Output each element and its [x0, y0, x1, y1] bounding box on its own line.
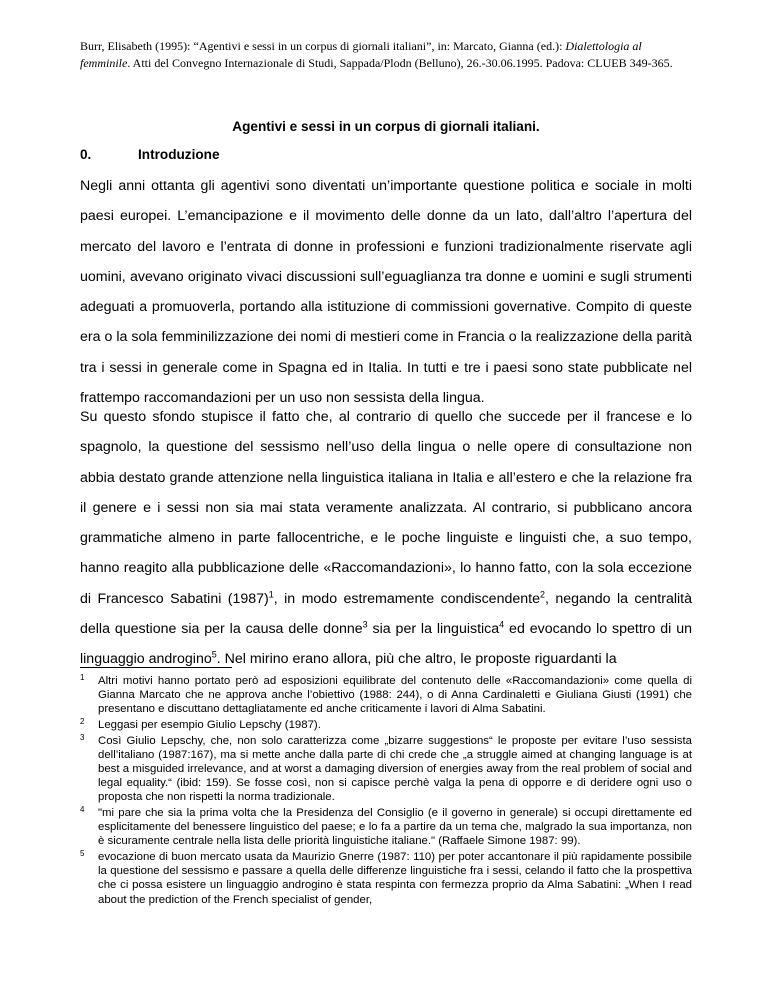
footnote-text: Leggasi per esempio Giulio Lepschy (1987).: [98, 719, 321, 731]
paragraph-2: [80, 402, 692, 675]
paragraph-2-text: Su questo sfondo stupisce il fatto che, al contrario di quello che succede per il francese e lo spagnolo, la questione del sessismo nell’uso della lingua o nelle opere di consultazione non abbia destato grande attenzione nella linguistica italiana in Italia e all’estero e che la relazione fra il genere e i sessi non sia mai stata veramente analizzata. Al contrario, si pubblicano ancora grammatiche almeno in parte fallocentriche, e le poche linguiste e linguisti che, a suo tempo, hanno reagito alla pubblicazione delle «Raccomandazioni», lo hanno fatto, con la sola eccezione di Francesco Sabatini (1987): [80, 409, 692, 607]
footnote-ref-5[interactable]: 5: [211, 649, 217, 660]
paragraph-1: Negli anni ottanta gli agentivi sono diventati un’importante questione politica e sociale in molti paesi europei. L’emancipazione e il movimento delle donne da un lato, dall’altro l’apertura del mercato del lavoro e l’entrata di donne in professioni e funzioni tradizionalmente riservate agli uomini, avevano originato vivaci discussioni sull’eguaglianza tra donne e uomini e sugli strumenti adeguati a promuoverla, portando alla istituzione di commissioni governative. Compito di queste era o la sola femminilizzazione dei nomi di mestieri come in Francia o la realizzazione della parità tra i sessi in generale come in Spagna ed in Italia. In tutti e tre i paesi sono state pubblicate nel frattempo raccomandazioni per un uso non sessista della lingua.: [80, 178, 692, 407]
paragraph-2-text: , negando la centralità della questione sia per la causa delle donne: [80, 590, 692, 638]
footnote-ref-1[interactable]: 1: [268, 589, 274, 600]
section-heading: [80, 147, 692, 162]
footnote-text: evocazione di buon mercato usata da Maurizio Gnerre (1987: 110) per poter accantonare il più rapidamente possibile la questione del sessismo e passare a quella delle differenze linguistiche fra i sessi, celando il fatto che la prospettiva che ci possa esistere un linguaggio androgino è stata respinta con fermezza proprio da Alma Sabatini: „When I read about the prediction of the French specialist of gender,: [98, 851, 692, 906]
citation-book-title: Dialettologia al femminile: [80, 39, 642, 70]
footnote-ref-2[interactable]: 2: [539, 589, 545, 600]
citation-text: Burr, Elisabeth (1995): “Agentivi e sessi in un corpus di giornali italiani”, in: Marcato, Gianna (ed.):: [80, 39, 566, 53]
footnotes: [80, 674, 692, 908]
paragraph-2-text: . Nel mirino erano allora, più che altro, le proposte riguardanti la: [216, 651, 617, 668]
footnote-number: 2: [80, 717, 85, 726]
footnote-number: 3: [80, 732, 85, 742]
footnote-3: [80, 734, 692, 805]
footnote-separator: [80, 667, 232, 668]
paper-title: Agentivi e sessi in un corpus di giornali italiani.: [232, 119, 540, 134]
footnote-ref-4[interactable]: 4: [499, 619, 505, 630]
section-number: 0.: [80, 147, 92, 162]
paragraph-2-text: , in modo estremamente condiscendente: [273, 590, 540, 607]
paragraph-2-text: ed evocando lo spettro di un linguaggio androgino: [80, 621, 692, 668]
footnote-4: [80, 806, 692, 849]
footnote-5: [80, 850, 692, 907]
footnote-number: 5: [80, 849, 85, 858]
citation-header: [80, 38, 692, 72]
footnote-ref-3[interactable]: 3: [362, 619, 368, 630]
footnote-2: [80, 718, 692, 732]
citation-details: . Atti del Convegno Internazionale di Studi, Sappada/Plodn (Belluno), 26.-30.06.1995. Padova: CLUEB 349-365.: [127, 56, 673, 70]
paragraph-2-text: sia per la linguistica: [367, 621, 500, 638]
footnote-text: Così Giulio Lepschy, che, non solo caratterizza come „bizarre suggestions“ le proposte per evitare l’uso sessista dell’italiano (1987:167), ma si mette anche dalla parte di chi crede che „a struggle aimed at changing language is at best a misguided irrelevance, and at worst a damaging diversion of energies away from the real problem of social and legal equality.“ (ibid: 159). Se fosse così, non si capisce perchè valga la pena di opporre e di deridere ogni uso o proposta che non rispetti la norma tradizionale.: [98, 734, 692, 804]
footnote-text: Altri motivi hanno portato però ad esposizioni equilibrate del contenuto delle «Raccomandazioni» come quella di Gianna Marcato che ne approva anche l’obiettivo (1988: 244), o di Anna Cardinaletti e Giuliana Giusti (1991) che presentano e discuttano dettagliatamente ed anche criticamente i lavori di Alma Sabatini.: [98, 675, 692, 716]
footnote-1: [80, 674, 692, 717]
footnote-number: 1: [80, 673, 85, 682]
footnote-number: 4: [80, 805, 85, 814]
footnote-text: "mi pare che sia la prima volta che la Presidenza del Consiglio (e il governo in generale) si occupi direttamente ed esplicitamente del benessere linguistico del paese; e lo fa a partire da un tema che, malgrado la sua importanza, non è sicuramente centrale nella lista delle priorità linguistiche italiane." (Raffaele Simone 1987: 99).: [98, 807, 692, 848]
section-title: Introduzione: [138, 147, 220, 162]
